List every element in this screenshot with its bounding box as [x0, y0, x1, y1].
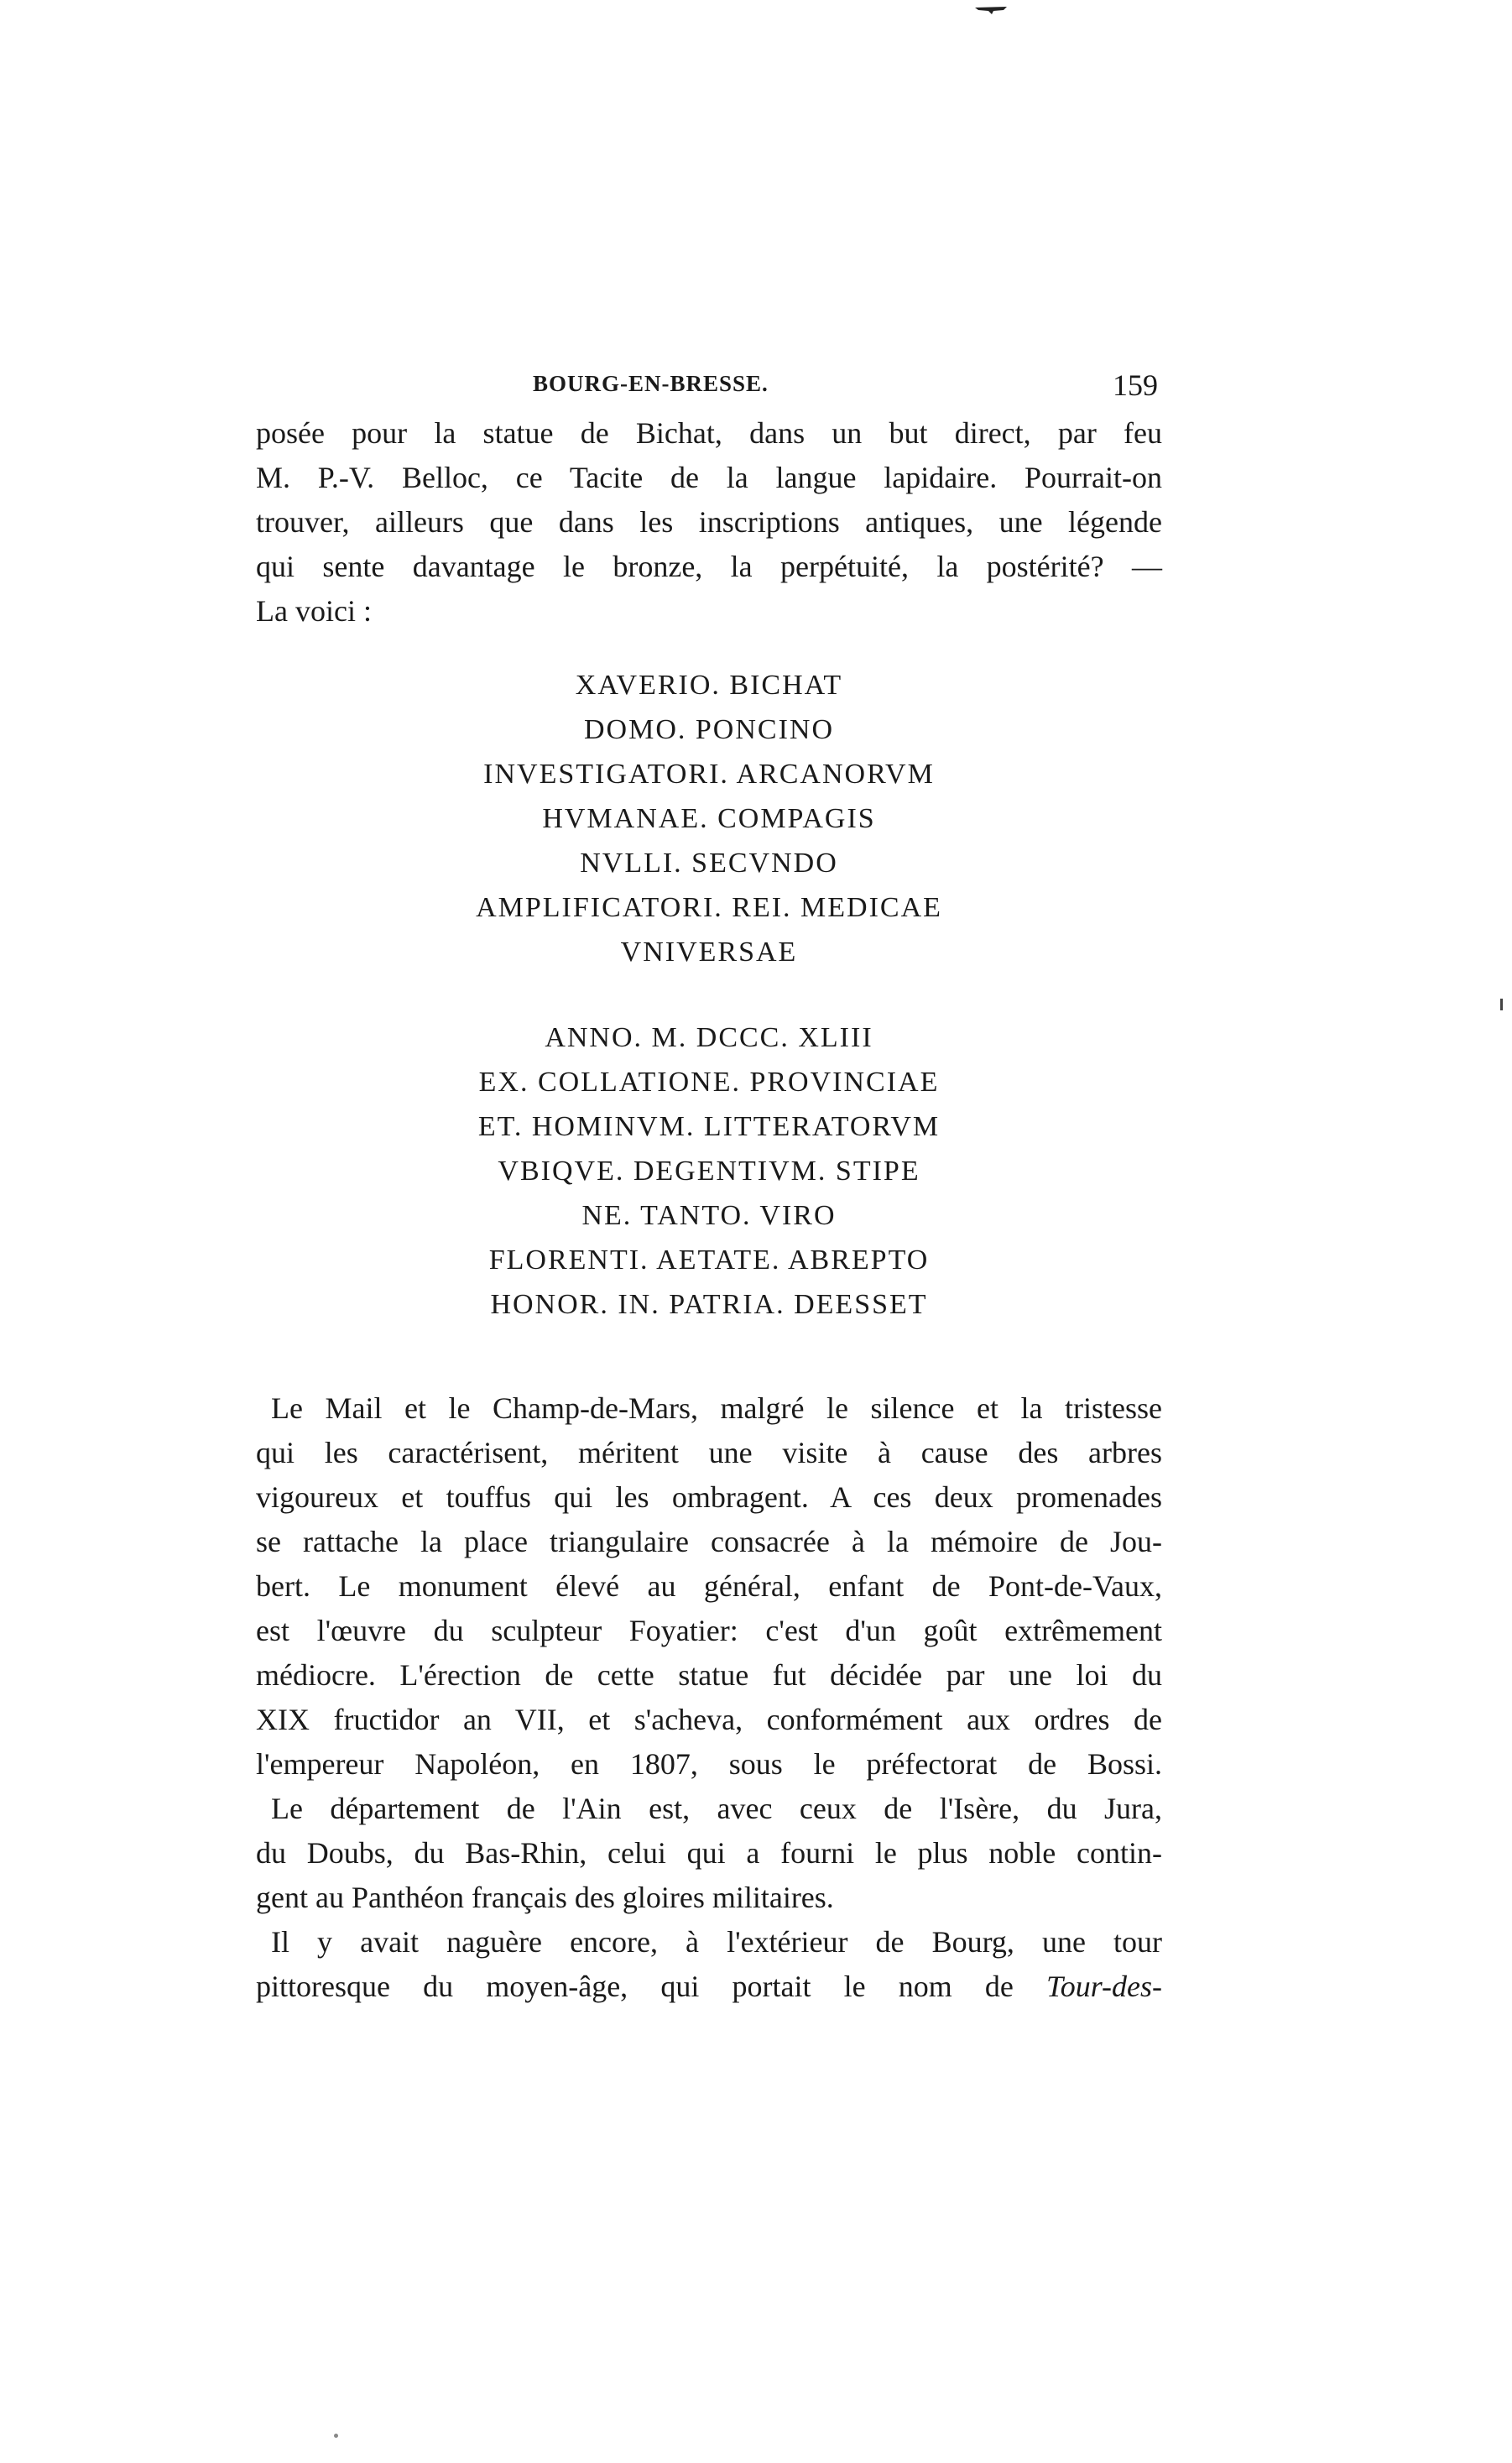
running-head: BOURG-EN-BRESSE.	[533, 371, 769, 396]
text-line: XIX fructidor an VII, et s'acheva, conformément aux ordres de	[256, 1703, 1162, 1736]
text-line: du Doubs, du Bas-Rhin, celui qui a fourni le plus noble contin-	[256, 1836, 1162, 1870]
text-line: vigoureux et touffus qui les ombragent. A ces deux promenades	[256, 1480, 1162, 1514]
page-number: 159	[1113, 368, 1158, 402]
inscription-line: INVESTIGATORI. ARCANORVM	[483, 759, 935, 790]
inscription-line: ANNO. M. DCCC. XLIII	[545, 1022, 873, 1053]
inscription-line: NVLLI. SECVNDO	[580, 848, 838, 879]
text-line: Le département de l'Ain est, avec ceux de l'Isère, du Jura,	[271, 1792, 1162, 1825]
inscription-line: EX. COLLATIONE. PROVINCIAE	[478, 1067, 940, 1098]
inscription-line: DOMO. PONCINO	[583, 714, 835, 745]
text-line: La voici :	[256, 594, 372, 628]
inscription-line: FLORENTI. AETATE. ABREPTO	[488, 1245, 930, 1276]
text-line-last	[256, 1965, 1162, 2009]
inscription-line: NE. TANTO. VIRO	[581, 1200, 837, 1231]
inscription-line: ET. HOMINVM. LITTERATORVM	[477, 1111, 941, 1142]
text-line: Il y avait naguère encore, à l'extérieur de Bourg, une tour	[271, 1925, 1162, 1959]
text-line: se rattache la place triangulaire consacrée à la mémoire de Jou-	[256, 1525, 1162, 1558]
paragraph-mail	[256, 1386, 1162, 1787]
latin-inscription-part2	[256, 1015, 1162, 1327]
text-line: gent au Panthéon français des gloires militaires.	[256, 1881, 834, 1914]
margin-mark	[1500, 999, 1503, 1010]
text-line: qui les caractérisent, méritent une visite à cause des arbres	[256, 1436, 1162, 1469]
inscription-line: AMPLIFICATORI. REI. MEDICAE	[476, 892, 942, 923]
text-line: M. P.-V. Belloc, ce Tacite de la langue lapidaire. Pourrait-on	[256, 461, 1162, 494]
text-span: pittoresque du moyen-âge, qui portait le nom de	[256, 1970, 1014, 2003]
body-text	[256, 1386, 1162, 2009]
ink-speck	[334, 2434, 338, 2438]
text-line: est l'œuvre du sculpteur Foyatier: c'est d'un goût extrêmement	[256, 1614, 1162, 1647]
inscription-line: VBIQVE. DEGENTIVM. STIPE	[498, 1156, 920, 1187]
inscription-line: HONOR. IN. PATRIA. DEESSET	[490, 1289, 928, 1320]
text-line: l'empereur Napoléon, en 1807, sous le préfectorat de Bossi.	[256, 1747, 1162, 1781]
paragraph-ain	[256, 1787, 1162, 1920]
italic-term: Tour-des-	[1046, 1970, 1163, 2003]
text-line: médiocre. L'érection de cette statue fut décidée par une loi du	[256, 1658, 1162, 1692]
latin-inscription-part1	[256, 663, 1162, 974]
text-line: qui sente davantage le bronze, la perpétuité, la postérité? —	[256, 550, 1162, 583]
text-line: posée pour la statue de Bichat, dans un but direct, par feu	[256, 416, 1162, 450]
text-line: Le Mail et le Champ-de-Mars, malgré le silence et la tristesse	[271, 1391, 1162, 1425]
text-line: trouver, ailleurs que dans les inscriptions antiques, une légende	[256, 505, 1162, 539]
ink-mark	[973, 5, 1010, 15]
inscription-line: XAVERIO. BICHAT	[575, 670, 843, 701]
paragraph-tour	[256, 1920, 1162, 2009]
inscription-line: HVMANAE. COMPAGIS	[542, 803, 876, 834]
text-line: bert. Le monument élevé au général, enfant de Pont-de-Vaux,	[256, 1569, 1162, 1603]
page-header	[256, 368, 1158, 410]
inscription-line: VNIVERSAE	[620, 937, 798, 968]
intro-paragraph	[256, 411, 1162, 634]
